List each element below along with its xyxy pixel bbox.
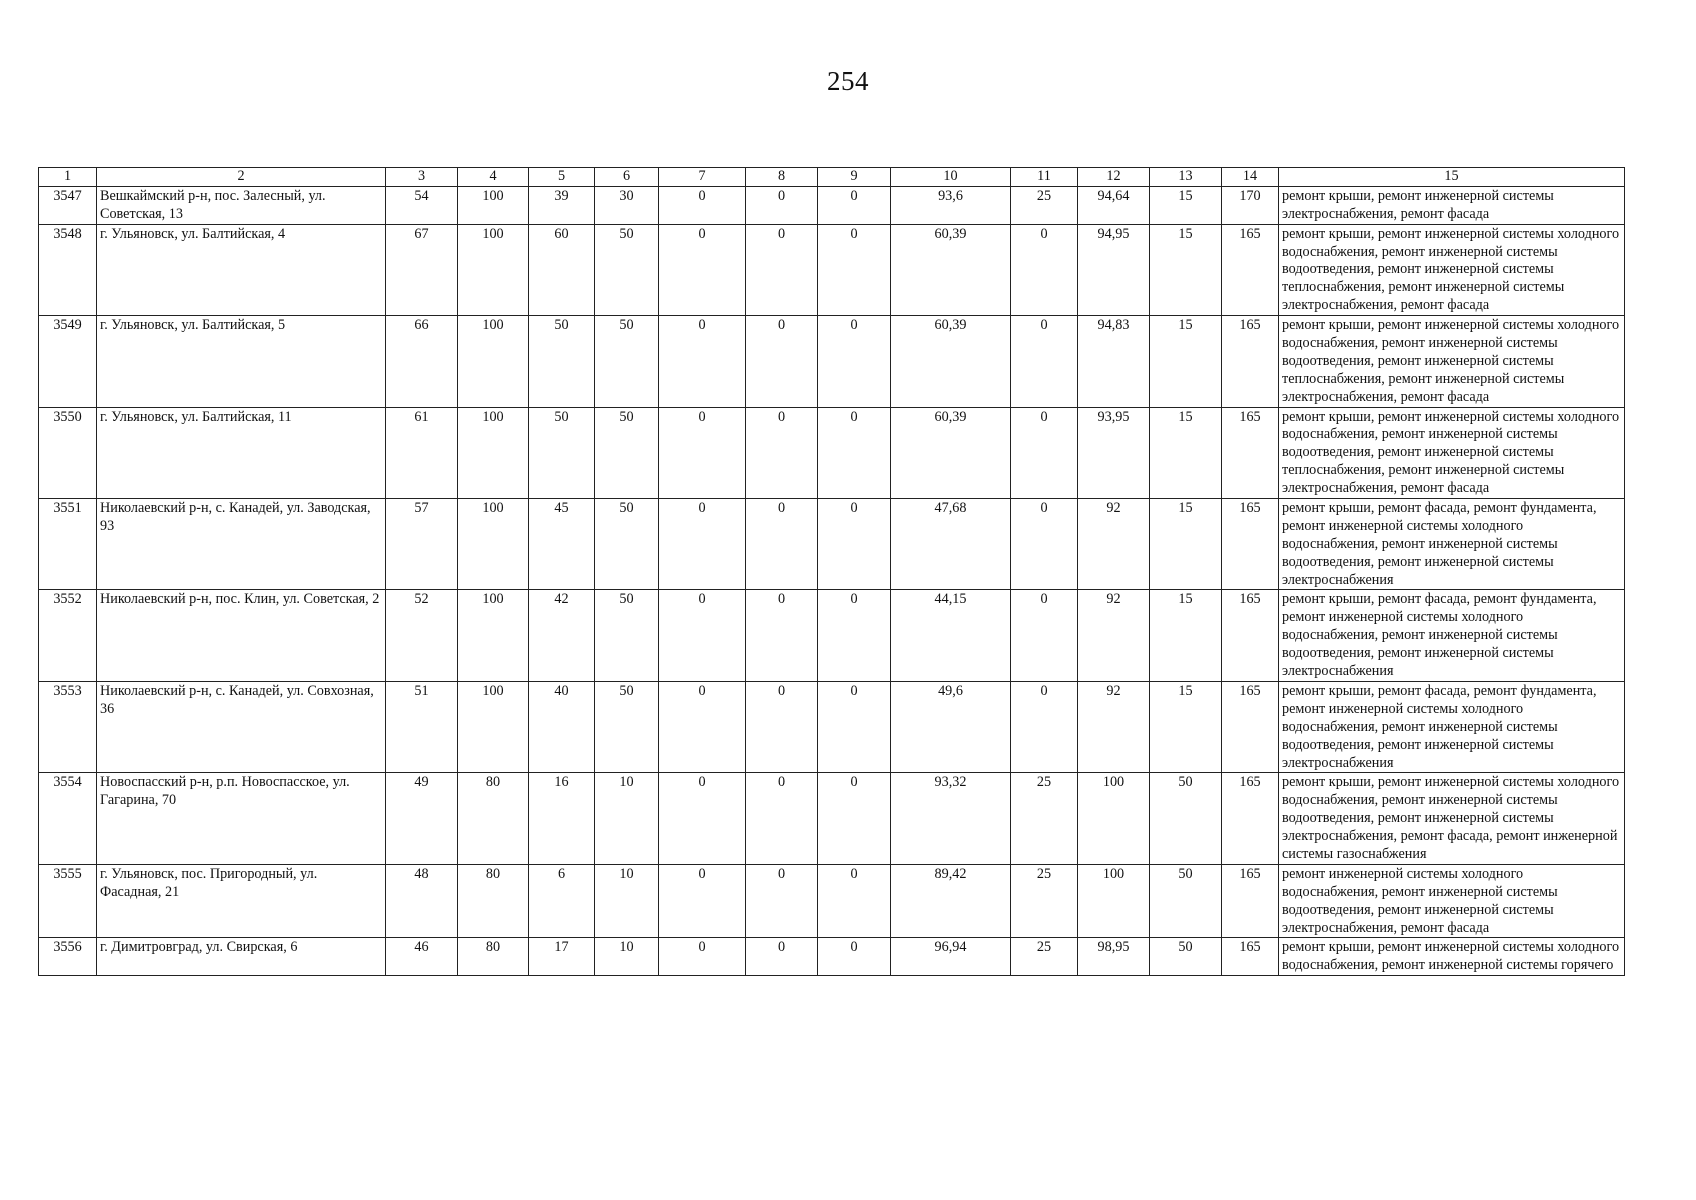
col-4-value: 100 (458, 590, 529, 681)
col-8-value: 0 (746, 773, 818, 864)
row-number: 3547 (39, 186, 97, 224)
table-row (39, 938, 1625, 976)
col-14-value: 165 (1222, 938, 1279, 976)
table-row (39, 590, 1625, 681)
col-11-value: 25 (1011, 186, 1078, 224)
col-12-value: 92 (1078, 590, 1150, 681)
col-4-value: 100 (458, 681, 529, 772)
address: Вешкаймский р-н, пос. Залесный, ул. Советская, 13 (97, 186, 386, 224)
col-10-value: 60,39 (891, 224, 1011, 315)
table-body (39, 186, 1625, 975)
col-12-value: 94,83 (1078, 316, 1150, 407)
col-9-value: 0 (818, 590, 891, 681)
repair-works: ремонт крыши, ремонт инженерной системы электроснабжения, ремонт фасада (1279, 186, 1625, 224)
col-9-value: 0 (818, 681, 891, 772)
column-header: 15 (1279, 168, 1625, 187)
col-10-value: 93,32 (891, 773, 1011, 864)
col-6-value: 50 (595, 499, 659, 590)
col-13-value: 15 (1150, 681, 1222, 772)
table-row (39, 186, 1625, 224)
col-9-value: 0 (818, 499, 891, 590)
column-header: 10 (891, 168, 1011, 187)
col-7-value: 0 (659, 590, 746, 681)
table-row (39, 316, 1625, 407)
col-7-value: 0 (659, 224, 746, 315)
col-6-value: 50 (595, 407, 659, 498)
col-13-value: 15 (1150, 499, 1222, 590)
col-5-value: 40 (529, 681, 595, 772)
column-header: 7 (659, 168, 746, 187)
col-11-value: 25 (1011, 864, 1078, 938)
col-4-value: 80 (458, 773, 529, 864)
header-row (39, 168, 1625, 187)
col-13-value: 50 (1150, 773, 1222, 864)
col-13-value: 50 (1150, 864, 1222, 938)
address: г. Ульяновск, ул. Балтийская, 5 (97, 316, 386, 407)
col-11-value: 0 (1011, 590, 1078, 681)
repair-works: ремонт инженерной системы холодного водоснабжения, ремонт инженерной системы водоотведения, ремонт инженерной системы электроснабжения, ремонт фасада (1279, 864, 1625, 938)
col-10-value: 60,39 (891, 316, 1011, 407)
col-13-value: 15 (1150, 186, 1222, 224)
column-header: 1 (39, 168, 97, 187)
col-9-value: 0 (818, 224, 891, 315)
col-11-value: 0 (1011, 224, 1078, 315)
address: Николаевский р-н, с. Канадей, ул. Заводская, 93 (97, 499, 386, 590)
repair-works: ремонт крыши, ремонт инженерной системы холодного водоснабжения, ремонт инженерной системы водоотведения, ремонт инженерной системы электроснабжения, ремонт фасада, ремонт инженерной системы газоснабжения (1279, 773, 1625, 864)
repair-works: ремонт крыши, ремонт фасада, ремонт фундамента, ремонт инженерной системы холодного водоснабжения, ремонт инженерной системы водоотведения, ремонт инженерной системы электроснабжения (1279, 681, 1625, 772)
row-number: 3548 (39, 224, 97, 315)
col-3-value: 46 (386, 938, 458, 976)
col-4-value: 100 (458, 499, 529, 590)
col-14-value: 165 (1222, 407, 1279, 498)
col-14-value: 165 (1222, 864, 1279, 938)
col-12-value: 100 (1078, 864, 1150, 938)
col-4-value: 80 (458, 864, 529, 938)
col-7-value: 0 (659, 499, 746, 590)
col-8-value: 0 (746, 407, 818, 498)
col-5-value: 6 (529, 864, 595, 938)
col-3-value: 52 (386, 590, 458, 681)
col-4-value: 100 (458, 186, 529, 224)
col-10-value: 47,68 (891, 499, 1011, 590)
page-number: 254 (827, 66, 869, 96)
col-12-value: 94,64 (1078, 186, 1150, 224)
table-row (39, 773, 1625, 864)
col-9-value: 0 (818, 864, 891, 938)
col-4-value: 100 (458, 224, 529, 315)
address: г. Ульяновск, ул. Балтийская, 4 (97, 224, 386, 315)
col-13-value: 15 (1150, 407, 1222, 498)
col-5-value: 45 (529, 499, 595, 590)
col-10-value: 60,39 (891, 407, 1011, 498)
repair-works: ремонт крыши, ремонт фасада, ремонт фундамента, ремонт инженерной системы холодного водоснабжения, ремонт инженерной системы водоотведения, ремонт инженерной системы электроснабжения (1279, 590, 1625, 681)
col-3-value: 48 (386, 864, 458, 938)
row-number: 3549 (39, 316, 97, 407)
table-row (39, 864, 1625, 938)
row-number: 3550 (39, 407, 97, 498)
column-header: 11 (1011, 168, 1078, 187)
col-6-value: 10 (595, 938, 659, 976)
col-4-value: 100 (458, 407, 529, 498)
repair-works: ремонт крыши, ремонт инженерной системы холодного водоснабжения, ремонт инженерной системы водоотведения, ремонт инженерной системы теплоснабжения, ремонт инженерной системы электроснабжения, ремонт фасада (1279, 224, 1625, 315)
col-11-value: 0 (1011, 316, 1078, 407)
repair-works: ремонт крыши, ремонт инженерной системы холодного водоснабжения, ремонт инженерной системы водоотведения, ремонт инженерной системы теплоснабжения, ремонт инженерной системы электроснабжения, ремонт фасада (1279, 316, 1625, 407)
col-3-value: 66 (386, 316, 458, 407)
col-3-value: 57 (386, 499, 458, 590)
table-row (39, 407, 1625, 498)
col-11-value: 0 (1011, 681, 1078, 772)
col-8-value: 0 (746, 186, 818, 224)
row-number: 3556 (39, 938, 97, 976)
col-8-value: 0 (746, 938, 818, 976)
col-8-value: 0 (746, 499, 818, 590)
col-13-value: 15 (1150, 590, 1222, 681)
col-14-value: 165 (1222, 681, 1279, 772)
column-header: 6 (595, 168, 659, 187)
col-9-value: 0 (818, 407, 891, 498)
col-8-value: 0 (746, 590, 818, 681)
column-header: 5 (529, 168, 595, 187)
row-number: 3553 (39, 681, 97, 772)
col-14-value: 165 (1222, 773, 1279, 864)
col-12-value: 93,95 (1078, 407, 1150, 498)
repair-works: ремонт крыши, ремонт фасада, ремонт фундамента, ремонт инженерной системы холодного водоснабжения, ремонт инженерной системы водоотведения, ремонт инженерной системы электроснабжения (1279, 499, 1625, 590)
col-11-value: 0 (1011, 407, 1078, 498)
col-9-value: 0 (818, 773, 891, 864)
row-number: 3554 (39, 773, 97, 864)
address: Николаевский р-н, с. Канадей, ул. Совхозная, 36 (97, 681, 386, 772)
col-7-value: 0 (659, 864, 746, 938)
repair-program-table (38, 167, 1625, 976)
col-10-value: 44,15 (891, 590, 1011, 681)
col-5-value: 16 (529, 773, 595, 864)
row-number: 3551 (39, 499, 97, 590)
col-3-value: 54 (386, 186, 458, 224)
col-10-value: 93,6 (891, 186, 1011, 224)
col-9-value: 0 (818, 938, 891, 976)
col-7-value: 0 (659, 681, 746, 772)
address: Николаевский р-н, пос. Клин, ул. Советская, 2 (97, 590, 386, 681)
column-header: 8 (746, 168, 818, 187)
col-14-value: 165 (1222, 224, 1279, 315)
col-9-value: 0 (818, 186, 891, 224)
col-10-value: 49,6 (891, 681, 1011, 772)
repair-works: ремонт крыши, ремонт инженерной системы холодного водоснабжения, ремонт инженерной системы горячего (1279, 938, 1625, 976)
col-8-value: 0 (746, 224, 818, 315)
column-header: 2 (97, 168, 386, 187)
col-5-value: 39 (529, 186, 595, 224)
col-9-value: 0 (818, 316, 891, 407)
address: г. Ульяновск, ул. Балтийская, 11 (97, 407, 386, 498)
table-row (39, 681, 1625, 772)
col-14-value: 170 (1222, 186, 1279, 224)
col-5-value: 50 (529, 407, 595, 498)
column-header: 4 (458, 168, 529, 187)
col-5-value: 17 (529, 938, 595, 976)
col-12-value: 100 (1078, 773, 1150, 864)
col-14-value: 165 (1222, 590, 1279, 681)
col-4-value: 100 (458, 316, 529, 407)
col-3-value: 67 (386, 224, 458, 315)
col-5-value: 50 (529, 316, 595, 407)
col-6-value: 50 (595, 681, 659, 772)
col-3-value: 61 (386, 407, 458, 498)
address: Новоспасский р-н, р.п. Новоспасское, ул. Гагарина, 70 (97, 773, 386, 864)
col-6-value: 30 (595, 186, 659, 224)
col-14-value: 165 (1222, 499, 1279, 590)
col-13-value: 15 (1150, 316, 1222, 407)
column-header: 14 (1222, 168, 1279, 187)
col-10-value: 96,94 (891, 938, 1011, 976)
col-6-value: 10 (595, 864, 659, 938)
row-number: 3552 (39, 590, 97, 681)
col-13-value: 15 (1150, 224, 1222, 315)
col-6-value: 50 (595, 224, 659, 315)
column-header: 3 (386, 168, 458, 187)
col-12-value: 98,95 (1078, 938, 1150, 976)
col-8-value: 0 (746, 864, 818, 938)
address: г. Ульяновск, пос. Пригородный, ул. Фасадная, 21 (97, 864, 386, 938)
col-11-value: 0 (1011, 499, 1078, 590)
col-7-value: 0 (659, 186, 746, 224)
col-4-value: 80 (458, 938, 529, 976)
col-5-value: 60 (529, 224, 595, 315)
col-6-value: 10 (595, 773, 659, 864)
col-5-value: 42 (529, 590, 595, 681)
row-number: 3555 (39, 864, 97, 938)
table-row (39, 499, 1625, 590)
column-header: 13 (1150, 168, 1222, 187)
col-7-value: 0 (659, 773, 746, 864)
column-header: 12 (1078, 168, 1150, 187)
col-12-value: 92 (1078, 681, 1150, 772)
col-6-value: 50 (595, 316, 659, 407)
col-12-value: 94,95 (1078, 224, 1150, 315)
address: г. Димитровград, ул. Свирская, 6 (97, 938, 386, 976)
col-3-value: 49 (386, 773, 458, 864)
col-7-value: 0 (659, 316, 746, 407)
col-13-value: 50 (1150, 938, 1222, 976)
col-11-value: 25 (1011, 938, 1078, 976)
col-7-value: 0 (659, 938, 746, 976)
col-11-value: 25 (1011, 773, 1078, 864)
table-row (39, 224, 1625, 315)
col-6-value: 50 (595, 590, 659, 681)
col-8-value: 0 (746, 681, 818, 772)
col-14-value: 165 (1222, 316, 1279, 407)
col-3-value: 51 (386, 681, 458, 772)
col-12-value: 92 (1078, 499, 1150, 590)
col-7-value: 0 (659, 407, 746, 498)
repair-works: ремонт крыши, ремонт инженерной системы холодного водоснабжения, ремонт инженерной системы водоотведения, ремонт инженерной системы теплоснабжения, ремонт инженерной системы электроснабжения, ремонт фасада (1279, 407, 1625, 498)
column-header: 9 (818, 168, 891, 187)
col-10-value: 89,42 (891, 864, 1011, 938)
col-8-value: 0 (746, 316, 818, 407)
